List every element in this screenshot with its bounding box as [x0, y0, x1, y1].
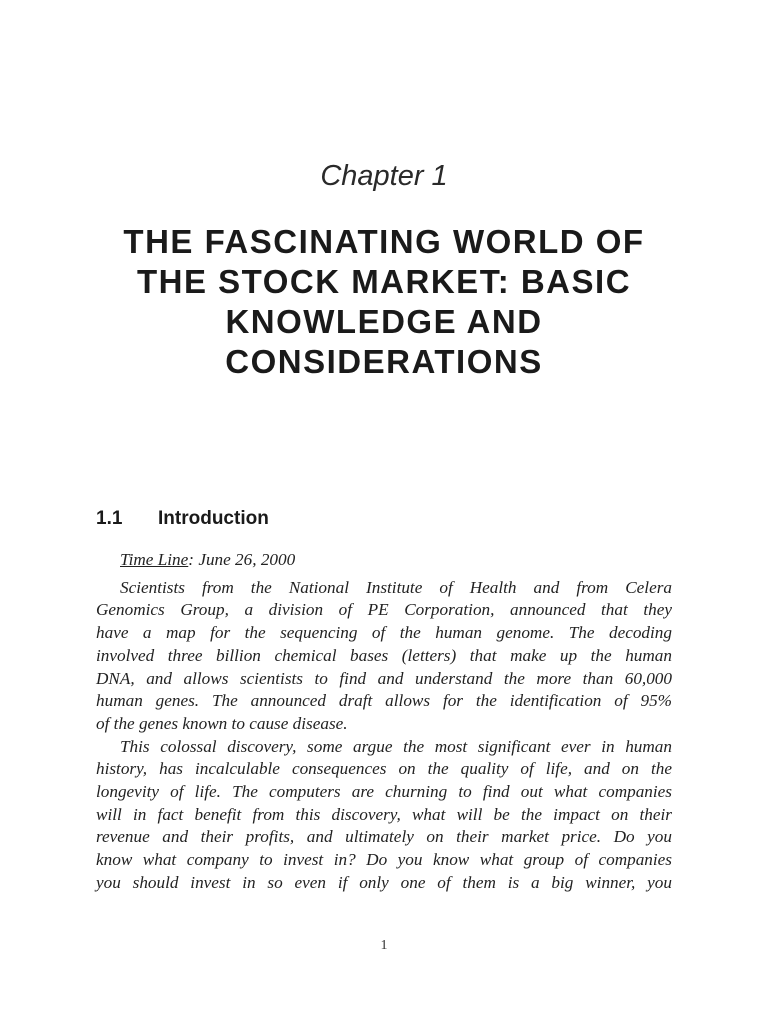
paragraph-line: human genes. The announced draft allows for the identification of 95% — [96, 691, 672, 711]
timeline-date: June 26, 2000 — [194, 550, 296, 569]
timeline — [96, 549, 672, 572]
paragraph-line: Scientists from the National Institute of Health and from Celera — [120, 577, 672, 597]
timeline-label: Time Line — [120, 550, 189, 569]
paragraph — [96, 736, 672, 895]
chapter-title-line: CONSIDERATIONS — [225, 343, 543, 380]
chapter-title-line: THE STOCK MARKET: BASIC — [136, 263, 632, 300]
paragraph-line: you should invest in so even if only one of them is a big winner, you — [96, 872, 672, 892]
chapter-title-line: KNOWLEDGE AND — [225, 303, 543, 340]
section-title: Introduction — [158, 508, 269, 529]
chapter-label: Chapter 1 — [320, 160, 448, 192]
paragraph-line: longevity of life. The computers are churning to find out what companies — [96, 782, 672, 802]
timeline-separator: : — [188, 550, 195, 569]
section-heading — [96, 508, 269, 530]
paragraph-line: know what company to invest in? Do you know what group of companies — [96, 850, 672, 870]
paragraph-line: This colossal discovery, some argue the most significant ever in human — [120, 736, 672, 756]
chapter-title — [84, 222, 684, 382]
paragraph-line: will in fact benefit from this discovery, what will be the impact on their — [96, 804, 672, 824]
paragraph-line: revenue and their profits, and ultimately on their market price. Do you — [96, 827, 672, 847]
paragraph-line: history, has incalculable consequences on the quality of life, and on the — [96, 759, 672, 779]
paragraph-line: DNA, and allows scientists to find and understand the more than 60,000 — [96, 668, 672, 688]
paragraph-line: have a map for the sequencing of the human genome. The decoding — [96, 623, 672, 643]
page-number: 1 — [380, 938, 388, 953]
section-number: 1.1 — [96, 508, 123, 529]
paragraph — [96, 577, 672, 736]
paragraph-line: of the genes known to cause disease. — [96, 713, 348, 733]
body-text — [96, 549, 672, 895]
chapter-title-line: THE FASCINATING WORLD OF — [123, 223, 645, 260]
paragraph-line: Genomics Group, a division of PE Corporation, announced that they — [96, 600, 672, 620]
paragraph-line: involved three billion chemical bases (letters) that make up the human — [96, 645, 672, 665]
